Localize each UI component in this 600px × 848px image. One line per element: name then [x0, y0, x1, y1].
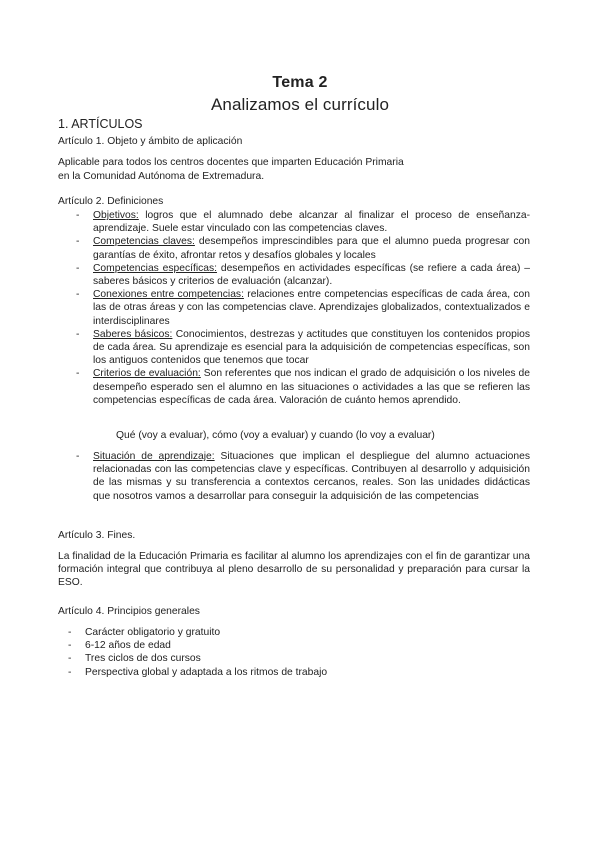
definition-text: desempeños imprescindibles para que el alumno pueda progresar con garantías de éxito, afrontar retos y desafíos globales y locales: [93, 236, 530, 261]
list-item: [50, 626, 522, 639]
bullet-dash: -: [68, 666, 72, 678]
list-item: [58, 450, 530, 503]
principle-text: Perspectiva global y adaptada a los ritmos de trabajo: [85, 666, 328, 678]
page-title: Tema 2: [272, 74, 328, 91]
definition-term: Objetivos:: [93, 210, 139, 221]
definition-term: Criterios de evaluación:: [93, 368, 201, 380]
definition-term: Situación de aprendizaje:: [93, 451, 215, 462]
definition-text: relaciones entre competencias específicas de cada área, con las de otras áreas y con las competencias clave. Aprendizajes globalizados, contextualizados e interdisciplinares: [93, 289, 530, 327]
article-1-heading: Artículo 1. Objeto y ámbito de aplicación: [58, 136, 243, 147]
list-item: [58, 288, 530, 328]
definition-text: Son referentes que nos indican el grado de adquisición o los niveles de desempeño esperado sen el alumno en las situaciones o actividades a las que se refieren las competencias específicas de cada área. Valoración de cuánto hemos aprendido.: [93, 368, 530, 406]
article-1-line-2: en la Comunidad Autónoma de Extremadura.: [58, 171, 265, 182]
definition-term: Competencias específicas:: [93, 262, 218, 274]
list-item: [58, 235, 530, 261]
article-3-heading: Artículo 3. Fines.: [58, 530, 136, 541]
article-3-text: La finalidad de la Educación Primaria es facilitar al alumno los aprendizajes con el fin de garantizar una formación integral que contribuya al pleno desarrollo de su personalidad y preparación para cursar la ESO.: [58, 551, 530, 589]
definition-text: logros que el alumnado debe alcanzar al finalizar el proceso de enseñanza-aprendizaje. Suele estar vinculado con las competencias claves.: [93, 210, 530, 235]
list-item: [58, 262, 530, 288]
principle-text: Tres ciclos de dos cursos: [85, 653, 201, 665]
bullet-dash: -: [68, 627, 72, 638]
definition-term: Saberes básicos:: [93, 328, 173, 340]
list-item: [58, 367, 530, 407]
list-item: [50, 652, 522, 665]
principle-text: 6-12 años de edad: [85, 640, 171, 652]
bullet-dash: -: [76, 210, 80, 221]
list-item: [58, 209, 530, 235]
principles-list: [50, 626, 522, 679]
article-4-heading: Artículo 4. Principios generales: [58, 606, 200, 617]
article-1-line-1: Aplicable para todos los centros docentes que imparten Educación Primaria: [58, 157, 404, 168]
bullet-dash: -: [76, 328, 80, 340]
definitions-list: [58, 209, 530, 407]
list-item: [58, 328, 530, 368]
section-heading: 1. ARTÍCULOS: [58, 117, 143, 131]
bullet-dash: -: [76, 451, 80, 462]
definition-term: Conexiones entre competencias:: [93, 289, 244, 301]
situacion-list: [58, 450, 530, 503]
bullet-dash: -: [76, 236, 80, 248]
bullet-dash: -: [76, 262, 80, 274]
principle-text: Carácter obligatorio y gratuito: [85, 627, 221, 638]
bullet-dash: -: [68, 653, 72, 665]
page-subtitle: Analizamos el currículo: [210, 95, 390, 114]
definition-text: Situaciones que implican el despliegue del alumno actuaciones relacionadas con las competencias clave y específicas. Contribuyen al desarrollo y adquisición de las mismas y su transferencia a contextos cercanos, reales. Son las unidades didácticas que nosotros vamos a desarrollar para conseguir la adquisición de las competencias: [93, 451, 530, 502]
bullet-dash: -: [76, 368, 80, 380]
evaluation-quote: Qué (voy a evaluar), cómo (voy a evaluar) y cuando (lo voy a evaluar): [116, 430, 435, 441]
list-item: [50, 639, 522, 652]
bullet-dash: -: [76, 289, 80, 301]
definition-text: Conocimientos, destrezas y actitudes que constituyen los contenidos propios de cada área. Su aprendizaje es esencial para la adquisición de competencias específicas, son los antiguos contenidos que tenemos que tocar: [93, 328, 530, 367]
list-item: [50, 666, 522, 679]
article-2-heading: Artículo 2. Definiciones: [58, 196, 164, 207]
definition-text: desempeños en actividades específicas (se refiere a cada área) – saberes básicos y criterios de evaluación (alcanzar).: [93, 262, 530, 288]
definition-term: Competencias claves:: [93, 236, 195, 248]
bullet-dash: -: [68, 640, 72, 652]
